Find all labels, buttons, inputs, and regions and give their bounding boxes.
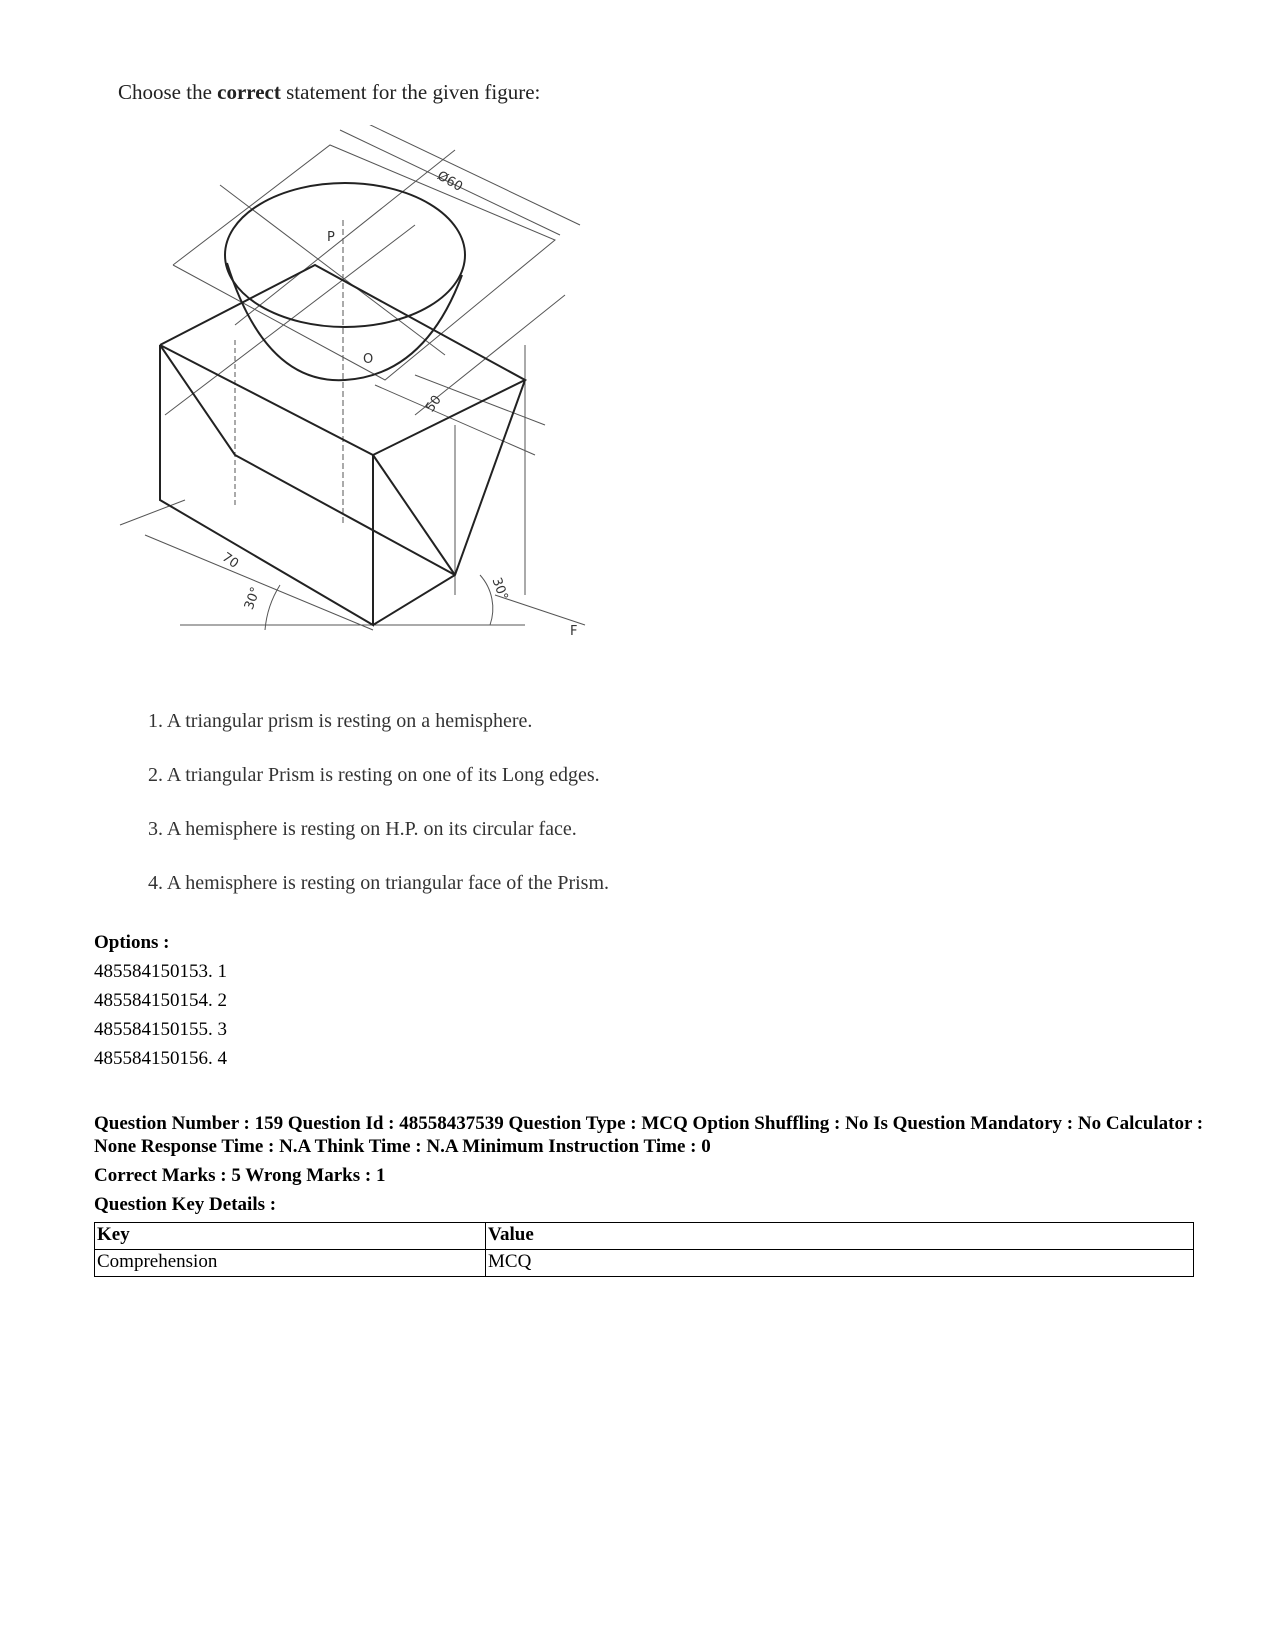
question-stem: [118, 80, 540, 105]
label-apex: P: [327, 230, 335, 245]
isometric-figure: [115, 125, 635, 685]
option-item: 485584150154. 2: [94, 990, 227, 1011]
options-block: [94, 928, 227, 1073]
statement-item: 3. A hemisphere is resting on H.P. on its circular face.: [148, 818, 577, 840]
table-header-row: [95, 1223, 1194, 1250]
options-label: Options :: [94, 932, 170, 953]
statement-item: 2. A triangular Prism is resting on one of its Long edges.: [148, 764, 600, 786]
cell-key: Comprehension: [95, 1250, 486, 1277]
label-center: O: [363, 352, 374, 367]
key-details-label: Question Key Details :: [94, 1194, 277, 1215]
cell-value: MCQ: [486, 1250, 1194, 1277]
option-item: 485584150156. 4: [94, 1048, 227, 1069]
question-meta: [94, 1112, 1204, 1216]
label-front-view: F: [570, 624, 578, 639]
label-angle-left: 30°: [241, 585, 264, 612]
header-value: Value: [486, 1223, 1194, 1250]
stem-emphasis: correct: [217, 80, 281, 104]
marks-line: Correct Marks : 5 Wrong Marks : 1: [94, 1165, 386, 1186]
option-item: 485584150153. 1: [94, 961, 227, 982]
header-key: Key: [95, 1223, 486, 1250]
stem-suffix: statement for the given figure:: [280, 80, 541, 104]
option-item: 485584150155. 3: [94, 1019, 227, 1040]
label-angle-right: 30°: [488, 575, 511, 603]
stem-prefix: Choose the: [118, 80, 218, 104]
question-meta-line: Question Number : 159 Question Id : 48558437539 Question Type : MCQ Option Shuffling : No Is Question Mandatory : No Calculator : None Response Time : N.A Think Time : N.A Minimum Instruction Time : 0: [94, 1113, 1204, 1157]
key-details-table: [94, 1222, 1194, 1277]
table-row: [95, 1250, 1194, 1277]
statement-list: [148, 710, 609, 926]
statement-item: 1. A triangular prism is resting on a hemisphere.: [148, 710, 533, 732]
label-width: 50: [423, 392, 445, 415]
label-diameter: Ø60: [434, 168, 466, 195]
statement-item: 4. A hemisphere is resting on triangular face of the Prism.: [148, 872, 610, 894]
label-length: 70: [218, 549, 242, 572]
